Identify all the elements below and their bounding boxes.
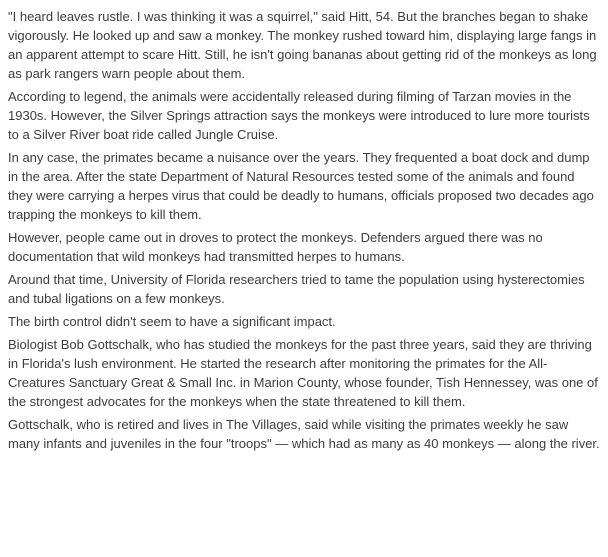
article-paragraph: The birth control didn't seem to have a significant impact.: [8, 314, 336, 329]
article-paragraph: "I heard leaves rustle. I was thinking it was a squirrel," said Hitt, 54. But the branches began to shake vigorously. He looked up and saw a monkey. The monkey rushed toward him, displaying large fangs in an apparent attempt to scare Hitt. Still, he isn't going bananas about getting rid of the monkeys as long as park rangers warn people about them.: [8, 9, 597, 81]
article-paragraph: In any case, the primates became a nuisance over the years. They frequented a boat dock and dump in the area. After the state Department of Natural Resources tested some of the animals and found they were carrying a herpes virus that could be deadly to humans, officials proposed two decades ago trapping the monkeys to kill them.: [8, 150, 594, 222]
article-paragraph: Biologist Bob Gottschalk, who has studied the monkeys for the past three years, said they are thriving in Florida's lush environment. He started the research after monitoring the primates for the All-Creatures Sanctuary Great & Small Inc. in Marion County, whose founder, Tish Hennessey, was one of the strongest advocates for the monkeys when the state threatened to kill them.: [8, 337, 598, 409]
article-paragraph: Gottschalk, who is retired and lives in The Villages, said while visiting the primates weekly he saw many infants and juveniles in the four "troops" — which had as many as 40 monkeys — along the river.: [8, 417, 600, 451]
article-paragraph: According to legend, the animals were accidentally released during filming of Tarzan movies in the 1930s. However, the Silver Springs attraction says the monkeys were introduced to lure more tourists to a Silver River boat ride called Jungle Cruise.: [8, 89, 590, 142]
article-paragraph: Around that time, University of Florida researchers tried to tame the population using hysterectomies and tubal ligations on a few monkeys.: [8, 272, 585, 306]
article-paragraph: However, people came out in droves to protect the monkeys. Defenders argued there was no documentation that wild monkeys had transmitted herpes to humans.: [8, 230, 543, 264]
